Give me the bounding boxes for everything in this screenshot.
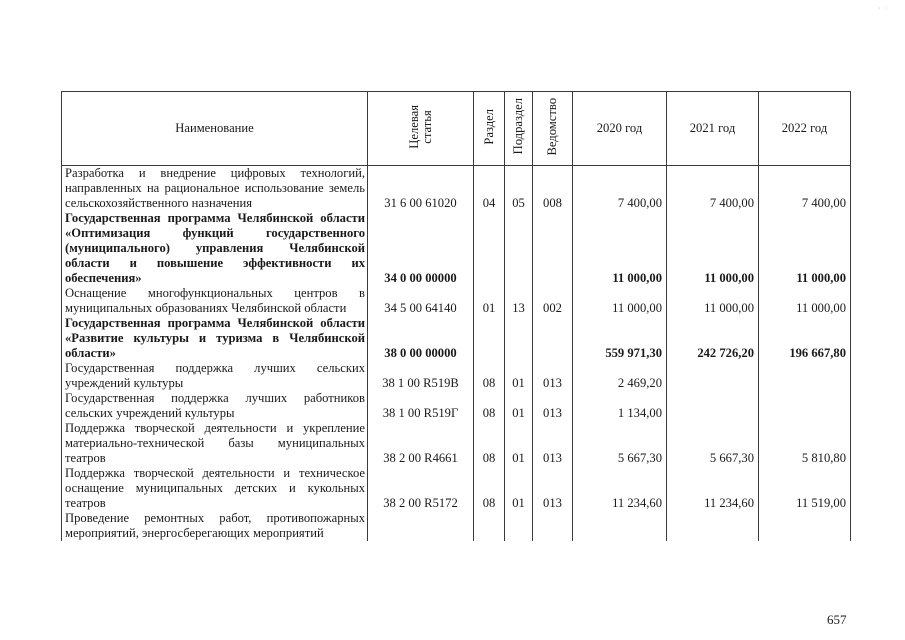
row-department: 013 [533,421,573,466]
row-2021: 7 400,00 [667,166,759,212]
table-row [62,286,851,316]
row-section [474,316,505,361]
page-corner-mark: · · [878,4,889,13]
row-2022 [759,391,851,421]
row-2020: 7 400,00 [573,166,667,212]
header-department: Ведомство [533,92,573,166]
row-subsection: 01 [505,391,533,421]
row-name: Поддержка творческой деятельности и укрепление материально-технической базы муниципальных театров [62,421,368,466]
row-2020: 559 971,30 [573,316,667,361]
row-name: Государственная программа Челябинской области «Развитие культуры и туризма в Челябинской области» [62,316,368,361]
row-subsection: 01 [505,466,533,511]
row-2022: 11 000,00 [759,211,851,286]
header-subsection: Подраздел [505,92,533,166]
row-2022 [759,361,851,391]
row-2020: 1 134,00 [573,391,667,421]
row-section [474,511,505,541]
row-target-article: 38 2 00 R4661 [368,421,474,466]
row-2022: 11 519,00 [759,466,851,511]
row-2022: 11 000,00 [759,286,851,316]
table-row [62,361,851,391]
header-2021: 2021 год [667,92,759,166]
row-target-article: 38 1 00 R519В [368,361,474,391]
header-section: Раздел [474,92,505,166]
row-section: 04 [474,166,505,212]
row-2021: 5 667,30 [667,421,759,466]
row-department: 002 [533,286,573,316]
row-target-article: 34 0 00 00000 [368,211,474,286]
table-row [62,166,851,212]
row-department: 013 [533,361,573,391]
budget-table [61,91,851,541]
header-2020: 2020 год [573,92,667,166]
table-header-row [62,92,851,166]
row-subsection [505,511,533,541]
page-number: 657 [827,612,847,627]
row-subsection [505,211,533,286]
header-name: Наименование [62,92,368,166]
table-row [62,511,851,541]
row-target-article: 31 6 00 61020 [368,166,474,212]
row-2020: 11 234,60 [573,466,667,511]
row-department [533,316,573,361]
row-target-article: 38 1 00 R519Г [368,391,474,421]
row-2020: 2 469,20 [573,361,667,391]
row-2022 [759,511,851,541]
row-section [474,211,505,286]
row-2021: 11 000,00 [667,286,759,316]
row-section: 01 [474,286,505,316]
row-2022: 5 810,80 [759,421,851,466]
header-2022: 2022 год [759,92,851,166]
row-target-article: 38 2 00 R5172 [368,466,474,511]
row-2021 [667,391,759,421]
row-department: 013 [533,466,573,511]
row-section: 08 [474,466,505,511]
row-target-article: 34 5 00 64140 [368,286,474,316]
row-2020: 11 000,00 [573,211,667,286]
row-2022: 7 400,00 [759,166,851,212]
table-row [62,466,851,511]
row-department: 008 [533,166,573,212]
row-department [533,511,573,541]
row-2020 [573,511,667,541]
row-name: Государственная программа Челябинской области «Оптимизация функций государственного (муниципального) управления Челябинской области и повышение эффективности их обеспечения» [62,211,368,286]
row-department [533,211,573,286]
table-row [62,211,851,286]
row-target-article [368,511,474,541]
row-subsection: 13 [505,286,533,316]
row-name: Проведение ремонтных работ, противопожарных мероприятий, энергосберегающих мероприятий [62,511,368,541]
row-2021: 11 000,00 [667,211,759,286]
row-2020: 5 667,30 [573,421,667,466]
row-2021 [667,511,759,541]
row-2021 [667,361,759,391]
row-2021: 242 726,20 [667,316,759,361]
row-department: 013 [533,391,573,421]
row-section: 08 [474,361,505,391]
header-target-article: Целевая статья [368,92,474,166]
row-subsection: 01 [505,361,533,391]
row-subsection: 01 [505,421,533,466]
row-subsection [505,316,533,361]
row-name: Разработка и внедрение цифровых технологий, направленных на рациональное использование земель сельскохозяйственного назначения [62,166,368,212]
table-row [62,421,851,466]
row-name: Поддержка творческой деятельности и техническое оснащение муниципальных детских и кукольных театров [62,466,368,511]
table-row [62,391,851,421]
row-subsection: 05 [505,166,533,212]
row-2020: 11 000,00 [573,286,667,316]
row-name: Оснащение многофункциональных центров в муниципальных образованиях Челябинской области [62,286,368,316]
row-name: Государственная поддержка лучших сельских учреждений культуры [62,361,368,391]
table-row [62,316,851,361]
row-target-article: 38 0 00 00000 [368,316,474,361]
row-section: 08 [474,391,505,421]
row-name: Государственная поддержка лучших работников сельских учреждений культуры [62,391,368,421]
row-section: 08 [474,421,505,466]
row-2021: 11 234,60 [667,466,759,511]
row-2022: 196 667,80 [759,316,851,361]
